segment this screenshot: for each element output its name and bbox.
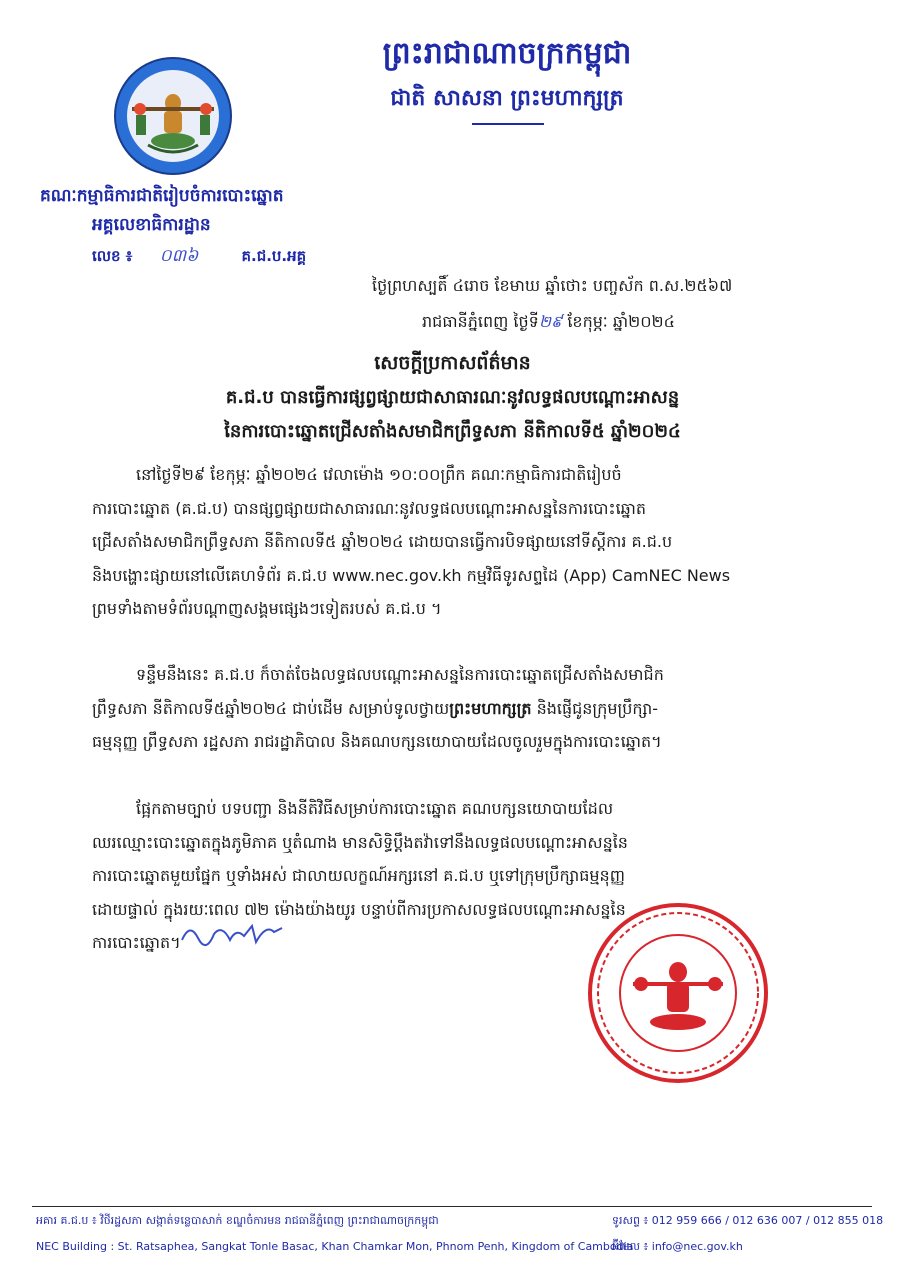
signature-mark <box>178 918 288 948</box>
department-name: អគ្គលេខាធិការដ្ឋាន <box>92 215 211 235</box>
organization-name: គណៈកម្មាធិការជាតិរៀបចំការបោះឆ្នោត <box>40 186 284 206</box>
reference-label: លេខ ៖ <box>92 246 133 265</box>
announcement-title: សេចក្តីប្រកាសព័ត៌មាន <box>374 352 531 374</box>
official-seal <box>585 900 771 1086</box>
paragraph-2 <box>92 658 832 759</box>
place-prefix: រាជធានីភ្នំពេញ ថ្ងៃទី <box>422 312 539 331</box>
address-english: NEC Building : St. Ratsaphea, Sangkat Tonle Basac, Khan Chamkar Mon, Phnom Penh, Kingdom of Cambodia <box>36 1240 634 1253</box>
motto-divider <box>472 123 544 125</box>
announcement-subtitle-2: នៃការបោះឆ្នោតជ្រើសតាំងសមាជិកព្រឹទ្ធសភា នីតិកាលទី៥ ឆ្នាំ២០២៤ <box>224 421 681 442</box>
paragraph-line: និងបង្ហោះផ្សាយនៅលើគេហទំព័រ គ.ជ.ប www.nec.gov.kh កម្មវិធីទូរសព្ទដៃ (App) CamNEC News <box>92 565 731 585</box>
reference-row <box>92 245 306 267</box>
paragraph-line: ផ្អែកតាមច្បាប់ បទបញ្ជា និងនីតិវិធីសម្រាប់ការបោះឆ្នោត គណបក្សនយោបាយដែល <box>136 799 614 818</box>
lunar-date: ថ្ងៃព្រហស្បតិ៍ ៤រោច ខែមាឃ ឆ្នាំថោះ បញ្ចស័ក ព.ស.២៥៦៧ <box>372 276 733 295</box>
paragraph-line: ព្រមទាំងតាមទំព័របណ្តាញសង្គមផ្សេងៗទៀតរបស់ គ.ជ.ប ។ <box>92 599 442 618</box>
month-year: ខែកុម្ភៈ ឆ្នាំ២០២៤ <box>567 312 675 331</box>
paragraph-1 <box>92 458 832 626</box>
reference-number: ០៣៦ <box>159 246 199 266</box>
paragraph-line: ជ្រើសតាំងសមាជិកព្រឹទ្ធសភា នីតិកាលទី៥ ឆ្នាំ២០២៤ ដោយបានធ្វើការបិទផ្សាយនៅទីស្តីការ គ.ជ.ប <box>92 532 673 551</box>
paragraph-line: ទន្ទឹមនឹងនេះ គ.ជ.ប ក៏ចាត់ចែងលទ្ធផលបណ្តោះអាសន្ននៃការបោះឆ្នោតជ្រើសតាំងសមាជិក <box>136 665 664 684</box>
handwritten-day: ២៩ <box>538 312 563 331</box>
address-khmer: អគារ គ.ជ.ប ៖ វិថីរដ្ឋសភា សង្កាត់ទន្លេបាសាក់ ខណ្ឌចំការមន រាជធានីភ្នំពេញ ព្រះរាជាណាចក្រកម្ពុជា <box>36 1214 439 1227</box>
announcement-subtitle-1: គ.ជ.ប បានធ្វើការផ្សព្វផ្សាយជាសាធារណៈនូវលទ្ធផលបណ្តោះអាសន្ន <box>225 387 680 408</box>
email-address: អ៊ីមែល ៖ info@nec.gov.kh <box>612 1240 743 1253</box>
kingdom-heading: ព្រះរាជាណាចក្រកម្ពុជា <box>382 36 632 71</box>
paragraph-line: ឈរឈ្មោះបោះឆ្នោតក្នុងភូមិភាគ ឬតំណាង មានសិទ្ធិប្តឹងតវ៉ាទៅនឹងលទ្ធផលបណ្តោះអាសន្ននៃ <box>92 832 628 852</box>
place-date <box>422 311 675 335</box>
phone-numbers: ទូរសព្ទ ៖ 012 959 666 / 012 636 007 / 012 855 018 <box>612 1214 884 1227</box>
paragraph-line: ការបោះឆ្នោតមួយផ្នែក ឬទាំងអស់ ជាលាយលក្ខណ៍អក្សរនៅ គ.ជ.ប ឬទៅក្រុមប្រឹក្សាធម្មនុញ្ញ <box>92 866 625 885</box>
paragraph-line: ការបោះឆ្នោត។ <box>92 933 181 952</box>
paragraph-line: ព្រឹទ្ធសភា នីតិកាលទី៥ឆ្នាំ២០២៤ ជាប់ដើម សម្រាប់ទូលថ្វាយព្រះមហាក្សត្រ និងផ្ញើជូនក្រុមប្រឹក្សា- <box>92 698 658 718</box>
king-title: ព្រះមហាក្សត្រ <box>449 698 532 718</box>
national-motto: ជាតិ សាសនា ព្រះមហាក្សត្រ <box>390 86 624 111</box>
paragraph-line: នៅថ្ងៃទី២៩ ខែកុម្ភៈ ឆ្នាំ២០២៤ វេលាម៉ោង ១០:០០ព្រឹក គណៈកម្មាធិការជាតិរៀបចំ <box>136 465 622 484</box>
paragraph-line: ដោយផ្ទាល់ ក្នុងរយៈពេល ៧២ ម៉ោងយ៉ាងយូរ បន្ទាប់ពីការប្រកាសលទ្ធផលបណ្តោះអាសន្ននៃ <box>92 899 626 919</box>
paragraph-line: ការបោះឆ្នោត (គ.ជ.ប) បានផ្សព្វផ្សាយជាសាធារណៈនូវលទ្ធផលបណ្តោះអាសន្ននៃការបោះឆ្នោត <box>92 498 647 518</box>
nec-logo <box>112 55 234 177</box>
paragraph-line: ធម្មនុញ្ញ ព្រឹទ្ធសភា រដ្ឋសភា រាជរដ្ឋាភិបាល និងគណបក្សនយោបាយដែលចូលរួមក្នុងការបោះឆ្នោត។ <box>92 732 662 751</box>
reference-suffix: គ.ជ.ប.អគ្គ <box>241 246 307 265</box>
footer-divider <box>32 1206 872 1207</box>
